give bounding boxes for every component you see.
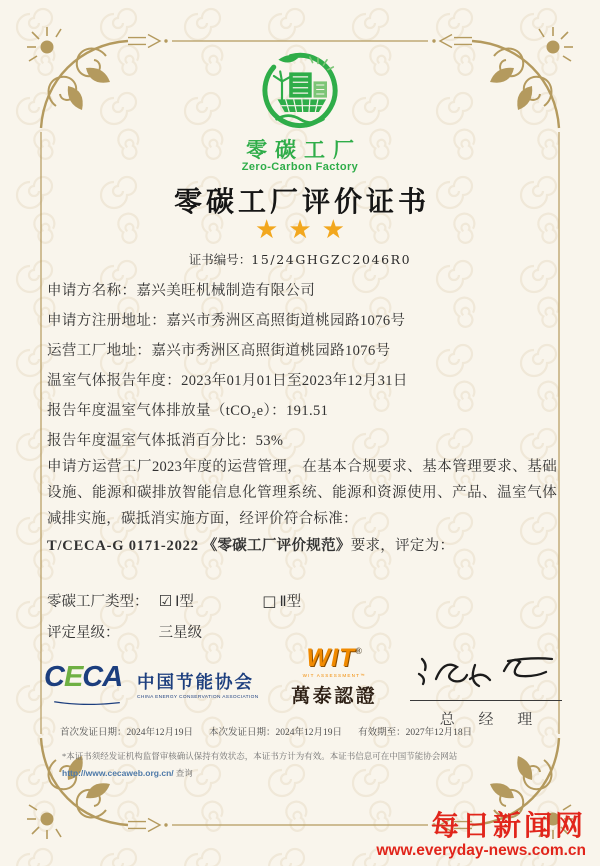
ceca-chinese-name: 中国节能协会 — [137, 672, 254, 693]
certificate-fields — [47, 279, 558, 459]
evaluation-statement — [47, 455, 557, 560]
signature-block — [410, 643, 562, 729]
three-star-rating-icon: ★★★ — [255, 215, 355, 245]
registered-trademark-icon: ® — [355, 646, 363, 656]
issuer-logos-row — [44, 645, 562, 729]
standard-code: T/CECA-G 0171-2022 — [47, 538, 199, 555]
field-offset-percentage: 报告年度温室气体抵消百分比：53% — [47, 433, 284, 449]
type-option-2: □ Ⅱ型 — [262, 592, 302, 610]
wit-acronym: WIT — [306, 644, 356, 672]
wit-logo — [291, 646, 377, 708]
standard-name: 《零碳工厂评价规范》 — [202, 538, 351, 555]
issue-dates-row — [60, 724, 560, 738]
certificate-number-value: 15/24GHGZC2046R0 — [251, 252, 412, 267]
valid-until-date: 有效期至：2027年12月18日 — [358, 728, 473, 738]
field-factory-address: 运营工厂地址：嘉兴市秀洲区高照街道桃园路1076号 — [47, 343, 391, 359]
certificate-number-label: 证书编号： — [188, 253, 252, 267]
signer-title: 总 经 理 — [439, 712, 543, 728]
news-site-watermark — [376, 811, 586, 860]
logo-chinese-name: 零碳工厂 — [246, 139, 362, 162]
current-issue-date: 本次发证日期：2024年12月19日 — [209, 728, 343, 738]
rating-label: 评定星级： — [47, 625, 120, 641]
logo-english-name: Zero-Carbon Factory — [241, 161, 359, 173]
ceca-logo — [44, 663, 259, 710]
field-reporting-year: 温室气体报告年度：2023年01月01日至2023年12月31日 — [47, 373, 408, 389]
standard-suffix: 要求，评定为： — [350, 538, 455, 555]
first-issue-date: 首次发证日期：2024年12月19日 — [60, 728, 194, 738]
wit-chinese-name: 萬泰認證 — [291, 686, 378, 707]
type-option-1: ☑ Ⅰ型 — [158, 592, 194, 610]
checkbox-checked-icon: ☑ — [158, 592, 173, 610]
handwritten-signature-icon — [412, 643, 560, 695]
field-ghg-emissions: 报告年度温室气体排放量（tCO₂e）：191.51 — [47, 403, 329, 419]
standard-reference-line — [47, 534, 557, 560]
ceca-swoosh-icon — [44, 701, 130, 705]
star-rating-row — [47, 621, 202, 642]
signature-line — [410, 643, 562, 701]
footnote-text: *本证书须经发证机构监督审核确认保持有效状态，本证书方计为有效。本证书信息可在中国节能协会网站 — [62, 751, 458, 761]
field-applicant-name: 申请方名称：嘉兴美旺机械制造有限公司 — [47, 283, 316, 299]
rating-value: 三星级 — [158, 625, 203, 641]
certificate-number — [0, 250, 600, 268]
certificate-title: 零碳工厂评价证书 — [173, 187, 430, 218]
factory-type-label: 零碳工厂类型： — [47, 594, 149, 610]
checkbox-unchecked-icon: □ — [262, 592, 277, 610]
watermark-site-name: 每日新闻网 — [430, 810, 586, 842]
verification-url: http://www.cecaweb.org.cn/ — [62, 767, 174, 778]
footnote-suffix: 查询 — [173, 767, 193, 778]
field-registered-address: 申请方注册地址：嘉兴市秀洲区高照街道桃园路1076号 — [47, 313, 406, 329]
evaluation-paragraph: 申请方运营工厂2023年度的运营管理，在基本合规要求、基本管理要求、基础设施、能源和碳排放智能信息化管理系统、能源和资源使用、产品、温室气体减排实施，碳抵消实施方面，经评价符合标准： — [47, 459, 557, 527]
zero-carbon-factory-logo-icon — [255, 48, 345, 140]
ceca-acronym: CECA — [44, 661, 123, 693]
verification-footnote — [62, 748, 545, 781]
watermark-site-url: www.everyday-news.com.cn — [376, 842, 586, 859]
ceca-english-name: CHINA ENERGY CONSERVATION ASSOCIATION — [137, 694, 259, 700]
wit-subtitle: WIT ASSESSMENT™ — [302, 673, 366, 678]
factory-type-row — [47, 590, 301, 611]
